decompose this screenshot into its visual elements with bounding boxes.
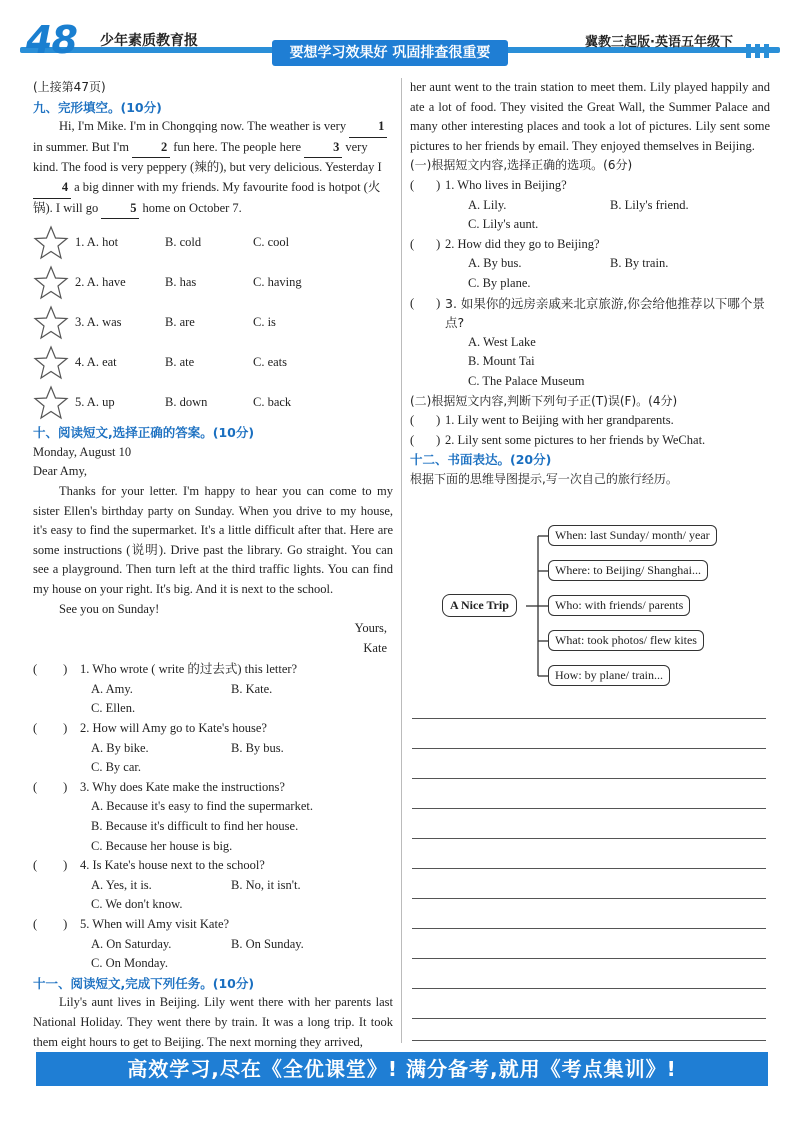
cloze-blank[interactable]: 2: [132, 138, 170, 159]
question-item: [33, 719, 393, 778]
paren-close: ): [436, 236, 441, 251]
cloze-passage: [33, 117, 393, 219]
mind-map-branch: How: by plane/ train...: [548, 665, 670, 686]
question-item: [33, 660, 393, 719]
paren-close: ): [436, 177, 441, 192]
option-c: C. is: [253, 315, 276, 330]
letter-closing: See you on Sunday!: [59, 601, 160, 616]
cloze-option-row: [33, 343, 393, 383]
option-c: C. We don't know.: [91, 897, 183, 912]
mind-map-branch: Who: with friends/ parents: [548, 595, 690, 616]
sec11-passage-cont: her aunt went to the train station to meet them. Lily played happily and ate a lot of food. They visited the Great Wall, the Summer Palace and many other interesting places and took a lot of pictures. Lily sent some pictures to her friends by email. They enjoyed themselves in Beijing.: [410, 80, 770, 153]
option-b: B. ate: [165, 355, 195, 370]
question-item: [410, 176, 770, 235]
option-b: B. Kate.: [231, 681, 273, 696]
tf-item: [410, 411, 770, 431]
option-a: 3. A. was: [75, 315, 122, 330]
letter-date: Monday, August 10: [33, 444, 132, 459]
part1-title: (一)根据短文内容,选择正确的选项。(6分): [410, 158, 633, 173]
section-10-title: 十、阅读短文,选择正确的答案。(10分): [33, 425, 255, 441]
writing-line[interactable]: [412, 928, 766, 929]
cloze-text: a big dinner with my friends. My favourite food is hotpot (火锅). I will go: [33, 179, 381, 215]
star-icon[interactable]: [33, 385, 69, 421]
section-9-title: 九、完形填空。(10分): [33, 99, 162, 115]
column-divider: [401, 78, 402, 1043]
cloze-blank[interactable]: 1: [349, 117, 387, 138]
paren-close: ): [63, 779, 68, 794]
answer-paren[interactable]: [410, 411, 445, 431]
star-icon[interactable]: [33, 225, 69, 261]
tf-item: [410, 431, 770, 451]
writing-line[interactable]: [412, 718, 766, 719]
question-item: [33, 856, 393, 915]
answer-paren[interactable]: [33, 719, 80, 739]
paren-open: (: [33, 779, 38, 794]
question-text: 3. Why does Kate make the instructions?: [80, 779, 285, 794]
page-number: 48: [26, 18, 77, 62]
option-b: B. By bus.: [231, 740, 284, 755]
cloze-text: Hi, I'm Mike. I'm in Chongqing now. The weather is very: [59, 119, 347, 134]
cloze-text: home on October 7.: [142, 200, 242, 215]
mind-map: [442, 522, 762, 692]
writing-line[interactable]: [412, 1018, 766, 1019]
question-text: 1. Who lives in Beijing?: [445, 177, 567, 192]
paren-close: ): [436, 295, 441, 310]
option-a: A. Amy.: [91, 681, 133, 696]
edition-label: 冀教三起版·英语五年级下: [585, 35, 733, 50]
answer-paren[interactable]: [410, 235, 445, 255]
option-a: 1. A. hot: [75, 235, 119, 250]
question-item: [33, 915, 393, 974]
cloze-option-row: [33, 303, 393, 343]
cloze-option-row: [33, 383, 393, 423]
option-b: B. By train.: [610, 256, 669, 271]
question-text: 1. Who wrote ( write 的过去式) this letter?: [80, 662, 298, 677]
sec12-prompt: 根据下面的思维导图提示,写一次自己的旅行经历。: [410, 471, 678, 486]
section-11-title: 十一、阅读短文,完成下列任务。(10分): [33, 975, 255, 991]
option-b: B. are: [165, 315, 195, 330]
option-a: 2. A. have: [75, 275, 126, 290]
writing-line[interactable]: [412, 778, 766, 779]
question-text: 2. How will Amy go to Kate's house?: [80, 721, 267, 736]
cloze-blank[interactable]: 5: [101, 199, 139, 220]
mind-map-branch: What: took photos/ flew kites: [548, 630, 704, 651]
option-a: 5. A. up: [75, 395, 115, 410]
option-b: B. No, it isn't.: [231, 877, 301, 892]
paren-open: (: [33, 858, 38, 873]
cloze-blank[interactable]: 3: [304, 138, 342, 159]
paper-name: 少年素质教育报: [100, 33, 198, 49]
option-b: B. Lily's friend.: [610, 197, 689, 212]
paren-close: ): [63, 858, 68, 873]
footer-banner: 高效学习,尽在《全优课堂》! 满分备考,就用《考点集训》!: [36, 1052, 768, 1086]
paren-open: (: [33, 662, 38, 677]
star-icon[interactable]: [33, 305, 69, 341]
option-a: A. By bus.: [468, 256, 522, 271]
star-icon[interactable]: [33, 265, 69, 301]
letter-yours: Yours,: [354, 621, 387, 636]
option-c: C. By plane.: [468, 275, 531, 290]
writing-line[interactable]: [412, 808, 766, 809]
paren-open: (: [410, 295, 415, 310]
option-c: C. By car.: [91, 760, 141, 775]
option-b: B. Because it's difficult to find her house.: [91, 819, 299, 834]
part2-title: (二)根据短文内容,判断下列句子正(T)误(F)。(4分): [410, 393, 678, 408]
paren-open: (: [410, 236, 415, 251]
cloze-text: fun here. The people here: [173, 139, 302, 154]
letter-body: Thanks for your letter. I'm happy to hear you can come to my sister Ellen's birthday party on Sunday. When you drive to my house, it's easy to find the supermarket. It's a little difficult after that. Here are some instructions (说明). Drive past the library. Go straight. You can see a playground. Then turn left at the third traffic lights. You can find my house on your right. It's big. And it is next to the school.: [33, 483, 393, 596]
question-text: 2. How did they go to Beijing?: [445, 236, 600, 251]
paren-open: (: [410, 177, 415, 192]
cloze-option-row: [33, 223, 393, 263]
writing-line[interactable]: [412, 868, 766, 869]
right-column: [410, 78, 770, 489]
sec10-questions: [33, 660, 393, 974]
continued-note: (上接第47页): [33, 80, 106, 94]
mind-map-branch: When: last Sunday/ month/ year: [548, 525, 717, 546]
paren-close: ): [63, 662, 68, 677]
option-a: A. By bike.: [91, 740, 149, 755]
writing-line[interactable]: [412, 898, 766, 899]
cloze-text: very kind. The food is very peppery (辣的), but very delicious. Yesterday I: [33, 139, 382, 175]
header-slogan: 要想学习效果好 巩固排查很重要: [272, 40, 508, 66]
question-text: 3. 如果你的远房亲戚来北京旅游,你会给他推荐以下哪个景点?: [445, 295, 765, 331]
left-column: [33, 78, 393, 1052]
writing-line[interactable]: [412, 748, 766, 749]
option-a: 4. A. eat: [75, 355, 117, 370]
cloze-text: in summer. But I'm: [33, 139, 130, 154]
paren-open: (: [33, 721, 38, 736]
paren-close: ): [63, 721, 68, 736]
option-b: B. has: [165, 275, 197, 290]
option-b: B. Mount Tai: [468, 354, 535, 369]
question-text: 5. When will Amy visit Kate?: [80, 917, 230, 931]
question-item: [410, 235, 770, 294]
paren-open: (: [33, 917, 38, 931]
option-a: A. Yes, it is.: [91, 877, 152, 892]
writing-line[interactable]: [412, 1040, 766, 1041]
option-b: B. down: [165, 395, 208, 410]
tf-text: 1. Lily went to Beijing with her grandparents.: [445, 413, 674, 428]
header-stripes: [746, 44, 773, 62]
option-b: B. On Sunday.: [231, 936, 304, 951]
paren-open: (: [410, 432, 415, 447]
sec11-passage: Lily's aunt lives in Beijing. Lily went there with her parents last National Holiday. They went there by train. It was a long trip. It took them eight hours to get to Beijing. The next morning they arrived,: [33, 995, 393, 1049]
tf-text: 2. Lily sent some pictures to her friends by WeChat.: [445, 432, 706, 447]
answer-paren[interactable]: [410, 431, 445, 451]
option-c: C. having: [253, 275, 302, 290]
cloze-option-row: [33, 263, 393, 303]
section-12-title: 十二、书面表达。(20分): [410, 452, 552, 468]
answer-paren[interactable]: [33, 778, 80, 798]
letter-greeting: Dear Amy,: [33, 464, 88, 479]
option-a: A. Lily.: [468, 197, 507, 212]
paren-close: ): [436, 413, 441, 428]
cloze-options: [33, 223, 393, 423]
writing-line[interactable]: [412, 958, 766, 959]
question-item: [33, 778, 393, 856]
cloze-blank[interactable]: 4: [33, 178, 71, 199]
answer-paren[interactable]: [33, 660, 80, 680]
option-c: C. eats: [253, 355, 288, 370]
option-a: A. On Saturday.: [91, 936, 172, 951]
answer-paren[interactable]: [33, 915, 80, 935]
letter-signature: Kate: [363, 640, 387, 655]
option-c: C. Lily's aunt.: [468, 217, 539, 232]
option-c: C. back: [253, 395, 292, 410]
writing-line[interactable]: [412, 988, 766, 989]
option-c: C. cool: [253, 235, 290, 250]
star-icon[interactable]: [33, 345, 69, 381]
answer-paren[interactable]: [410, 294, 445, 333]
option-c: C. Ellen.: [91, 701, 136, 716]
mind-map-branch: Where: to Beijing/ Shanghai...: [548, 560, 708, 581]
option-b: B. cold: [165, 235, 202, 250]
paren-close: ): [436, 432, 441, 447]
question-item: [410, 294, 770, 392]
answer-paren[interactable]: [410, 176, 445, 196]
paren-close: ): [63, 917, 68, 931]
question-text: 4. Is Kate's house next to the school?: [80, 858, 265, 873]
paren-open: (: [410, 413, 415, 428]
writing-line[interactable]: [412, 838, 766, 839]
option-c: C. Because her house is big.: [91, 838, 233, 853]
option-c: C. On Monday.: [91, 956, 168, 971]
option-a: A. Because it's easy to find the supermarket.: [91, 799, 313, 814]
mind-map-center: A Nice Trip: [442, 594, 517, 617]
option-a: A. West Lake: [468, 334, 536, 349]
option-c: C. The Palace Museum: [468, 373, 585, 388]
answer-paren[interactable]: [33, 856, 80, 876]
